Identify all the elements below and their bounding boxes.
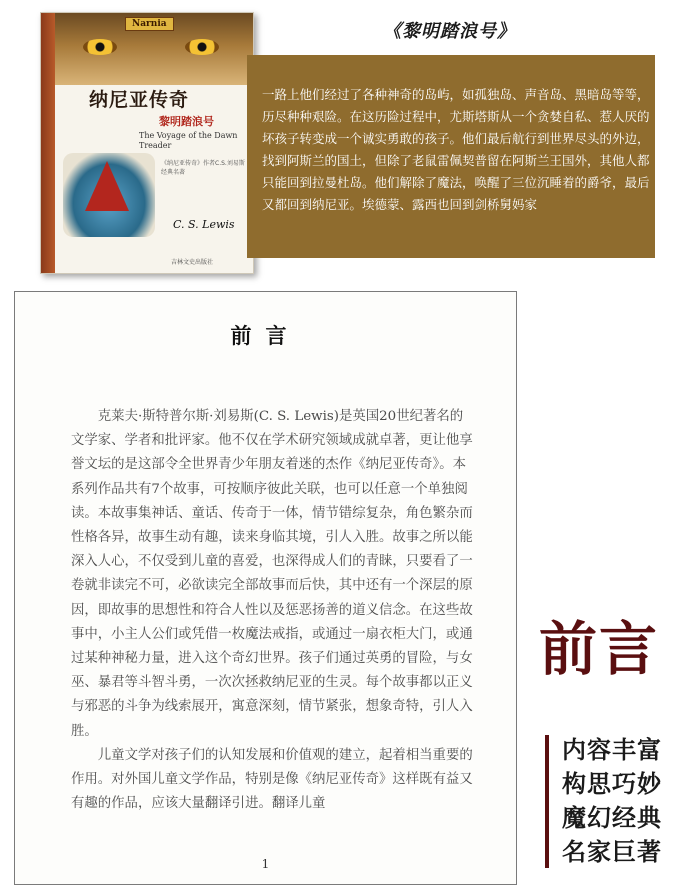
feature-tag: 名家巨著 bbox=[562, 838, 662, 866]
feature-tag: 构思巧妙 bbox=[562, 770, 662, 798]
feature-tag: 内容丰富 bbox=[562, 736, 662, 764]
cover-blurb: 《纳尼亚传奇》作者C.S.刘易斯经典名著 bbox=[161, 160, 245, 176]
synopsis-text: 一路上他们经过了各种神奇的岛屿，如孤独岛、声音岛、黑暗岛等等，历尽种种艰险。在这历险过程中，尤斯塔斯从一个贪婪自私、惹人厌的坏孩子转变成一个诚实勇敢的孩子。他们最后航行到世界尽头的外边，找到阿斯兰的国土，但除了老鼠雷佩契普留在阿斯兰王国外，其他人都只能回到拉曼杜岛。他们解除了魔法，唤醒了三位沉睡着的爵爷，最后又都回到纳尼亚。埃德蒙、露西也回到剑桥舅妈家 bbox=[262, 87, 650, 212]
ship-sail-illustration bbox=[85, 161, 129, 211]
paragraph: 儿童文学对孩子们的认知发展和价值观的建立，起着相当重要的作用。对外国儿童文学作品，特别是像《纳尼亚传奇》这样既有益又有趣的作品，应该大量翻译引进。翻译儿童 bbox=[71, 747, 473, 812]
page-number: 1 bbox=[261, 857, 270, 871]
narnia-logo: Narnia bbox=[125, 17, 174, 31]
feature-tag: 魔幻经典 bbox=[562, 804, 662, 832]
lion-eye-left bbox=[83, 39, 117, 55]
cover-publisher: 吉林文史出版社 bbox=[171, 259, 214, 266]
cover-title: 纳尼亚传奇 bbox=[89, 89, 190, 111]
author-signature: C. S. Lewis bbox=[173, 218, 235, 231]
tag-accent-bar bbox=[545, 735, 549, 868]
feature-tags bbox=[562, 733, 662, 869]
lion-eye-right bbox=[185, 39, 219, 55]
side-heading: 前言 bbox=[539, 615, 660, 683]
cover-subtitle: 黎明踏浪号 bbox=[159, 115, 214, 128]
preface-page-scan bbox=[14, 291, 517, 885]
paragraph: 克莱夫·斯特普尔斯·刘易斯(C. S. Lewis)是英国20世纪著名的文学家、学者和批评家。他不仅在学术研究领域成就卓著，更让他享誉文坛的是这部令全世界青少年朋友着迷的杰作《纳尼亚传奇》。本系列作品共有7个故事，可按顺序彼此关联，也可以任意一个单独阅读。本故事集神话、童话、传奇于一体，情节错综复杂，角色繁杂而性格各异，故事生动有趣，读来身临其境，引人入胜。故事之所以能深入人心，不仅受到儿童的喜爱，也深得成人们的青睐，只要看了一卷就非读完不可，必欲读完全部故事而后快，其中还有一个深层的原因，即故事的思想性和符合人性以及惩恶扬善的道义信念。在这些故事中，小主人公们或凭借一枚魔法戒指，或通过一扇衣柜大门，或通过某种神秘力量，进入这个奇幻世界。孩子们通过英勇的冒险，与女巫、暴君等斗智斗勇，一次次拯救纳尼亚的生灵。每个故事都以正义与邪恶的斗争为线索展开，寓意深刻，情节紧张，想象奇特，引人入胜。 bbox=[71, 409, 473, 739]
page-body bbox=[71, 405, 475, 816]
book-heading: 《黎明踏浪号》 bbox=[383, 21, 516, 42]
cover-english-title: The Voyage of the Dawn Treader bbox=[139, 131, 238, 150]
page-title: 前言 bbox=[230, 323, 301, 348]
book-cover-image bbox=[40, 12, 254, 274]
cover-spine bbox=[41, 13, 55, 273]
